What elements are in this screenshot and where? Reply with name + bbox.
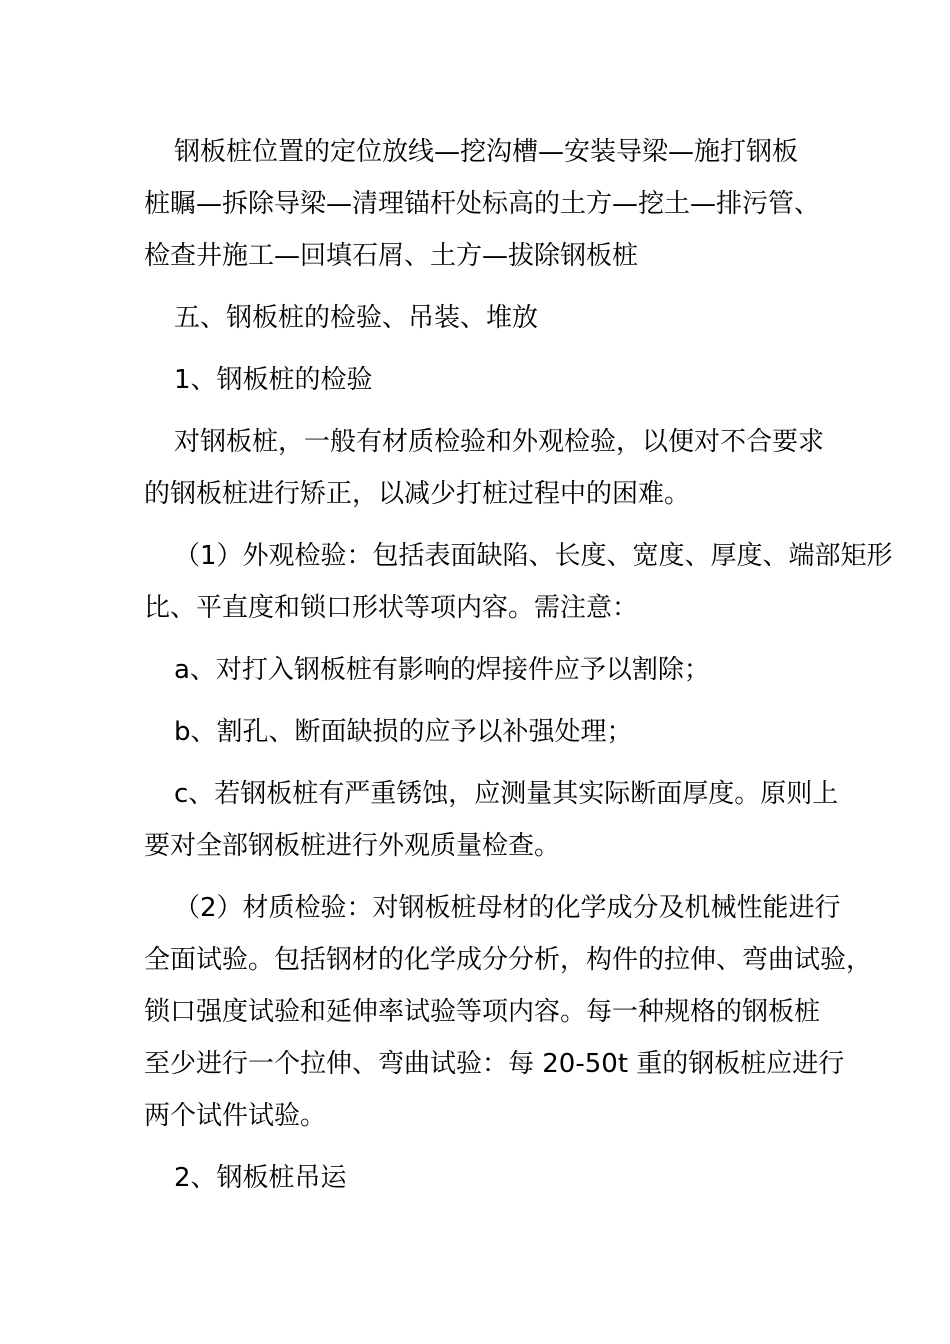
document-body xyxy=(144,126,893,1204)
text-line: 比、平直度和锁口形状等项内容。需注意： xyxy=(144,593,639,623)
text-line: （1）外观检验：包括表面缺陷、长度、宽度、厚度、端部矩形 xyxy=(174,541,893,571)
text-line: 桩瞩—拆除导梁—清理锚杆处标高的土方—挖土—排污管、 xyxy=(144,189,821,219)
paragraph-gap xyxy=(144,520,816,530)
text-line: 的钢板桩进行矫正，以减少打桩过程中的困难。 xyxy=(144,479,691,509)
heading-text: 五、钢板桩的检验、吊装、堆放 xyxy=(174,303,539,333)
text-line: 检查井施工—回填石屑、土方—拔除钢板桩 xyxy=(144,241,639,271)
subheading-inspection xyxy=(144,354,816,406)
text-line: b、割孔、断面缺损的应予以补强处理； xyxy=(174,717,633,747)
paragraph-gap xyxy=(144,1142,816,1152)
section-heading-inspection-lifting-stacking xyxy=(144,292,816,344)
paragraph-gap xyxy=(144,406,816,416)
paragraph-inspection-intro xyxy=(144,416,825,520)
paragraph-construction-sequence xyxy=(144,126,821,282)
text-line: 对钢板桩，一般有材质检验和外观检验，以便对不合要求 xyxy=(174,427,825,457)
text-line: 钢板桩位置的定位放线—挖沟槽—安装导梁—施打钢板 xyxy=(174,137,799,167)
list-item-a xyxy=(144,644,816,696)
list-item-b xyxy=(144,706,816,758)
paragraph-gap xyxy=(144,634,816,644)
paragraph-gap xyxy=(144,872,816,882)
text-line: 要对全部钢板桩进行外观质量检查。 xyxy=(144,831,561,861)
heading-text: 1、钢板桩的检验 xyxy=(174,365,373,395)
paragraph-gap xyxy=(144,344,816,354)
text-line: c、若钢板桩有严重锈蚀，应测量其实际断面厚度。原则上 xyxy=(174,779,839,809)
text-line: 至少进行一个拉伸、弯曲试验：每 20-50t 重的钢板桩应进行 xyxy=(144,1049,845,1079)
text-line: 两个试件试验。 xyxy=(144,1101,327,1131)
paragraph-appearance-inspection xyxy=(144,530,893,634)
paragraph-material-inspection xyxy=(144,882,873,1142)
paragraph-gap xyxy=(144,758,816,768)
paragraph-gap xyxy=(144,282,816,292)
text-line: a、对打入钢板桩有影响的焊接件应予以割除； xyxy=(174,655,710,685)
paragraph-gap xyxy=(144,696,816,706)
subheading-lifting xyxy=(144,1152,816,1204)
text-line: 全面试验。包括钢材的化学成分分析，构件的拉伸、弯曲试验， xyxy=(144,945,873,975)
text-line: 锁口强度试验和延伸率试验等项内容。每一种规格的钢板桩 xyxy=(144,997,821,1027)
text-line: （2）材质检验：对钢板桩母材的化学成分及机械性能进行 xyxy=(174,893,841,923)
list-item-c xyxy=(144,768,839,872)
heading-text: 2、钢板桩吊运 xyxy=(174,1163,347,1193)
